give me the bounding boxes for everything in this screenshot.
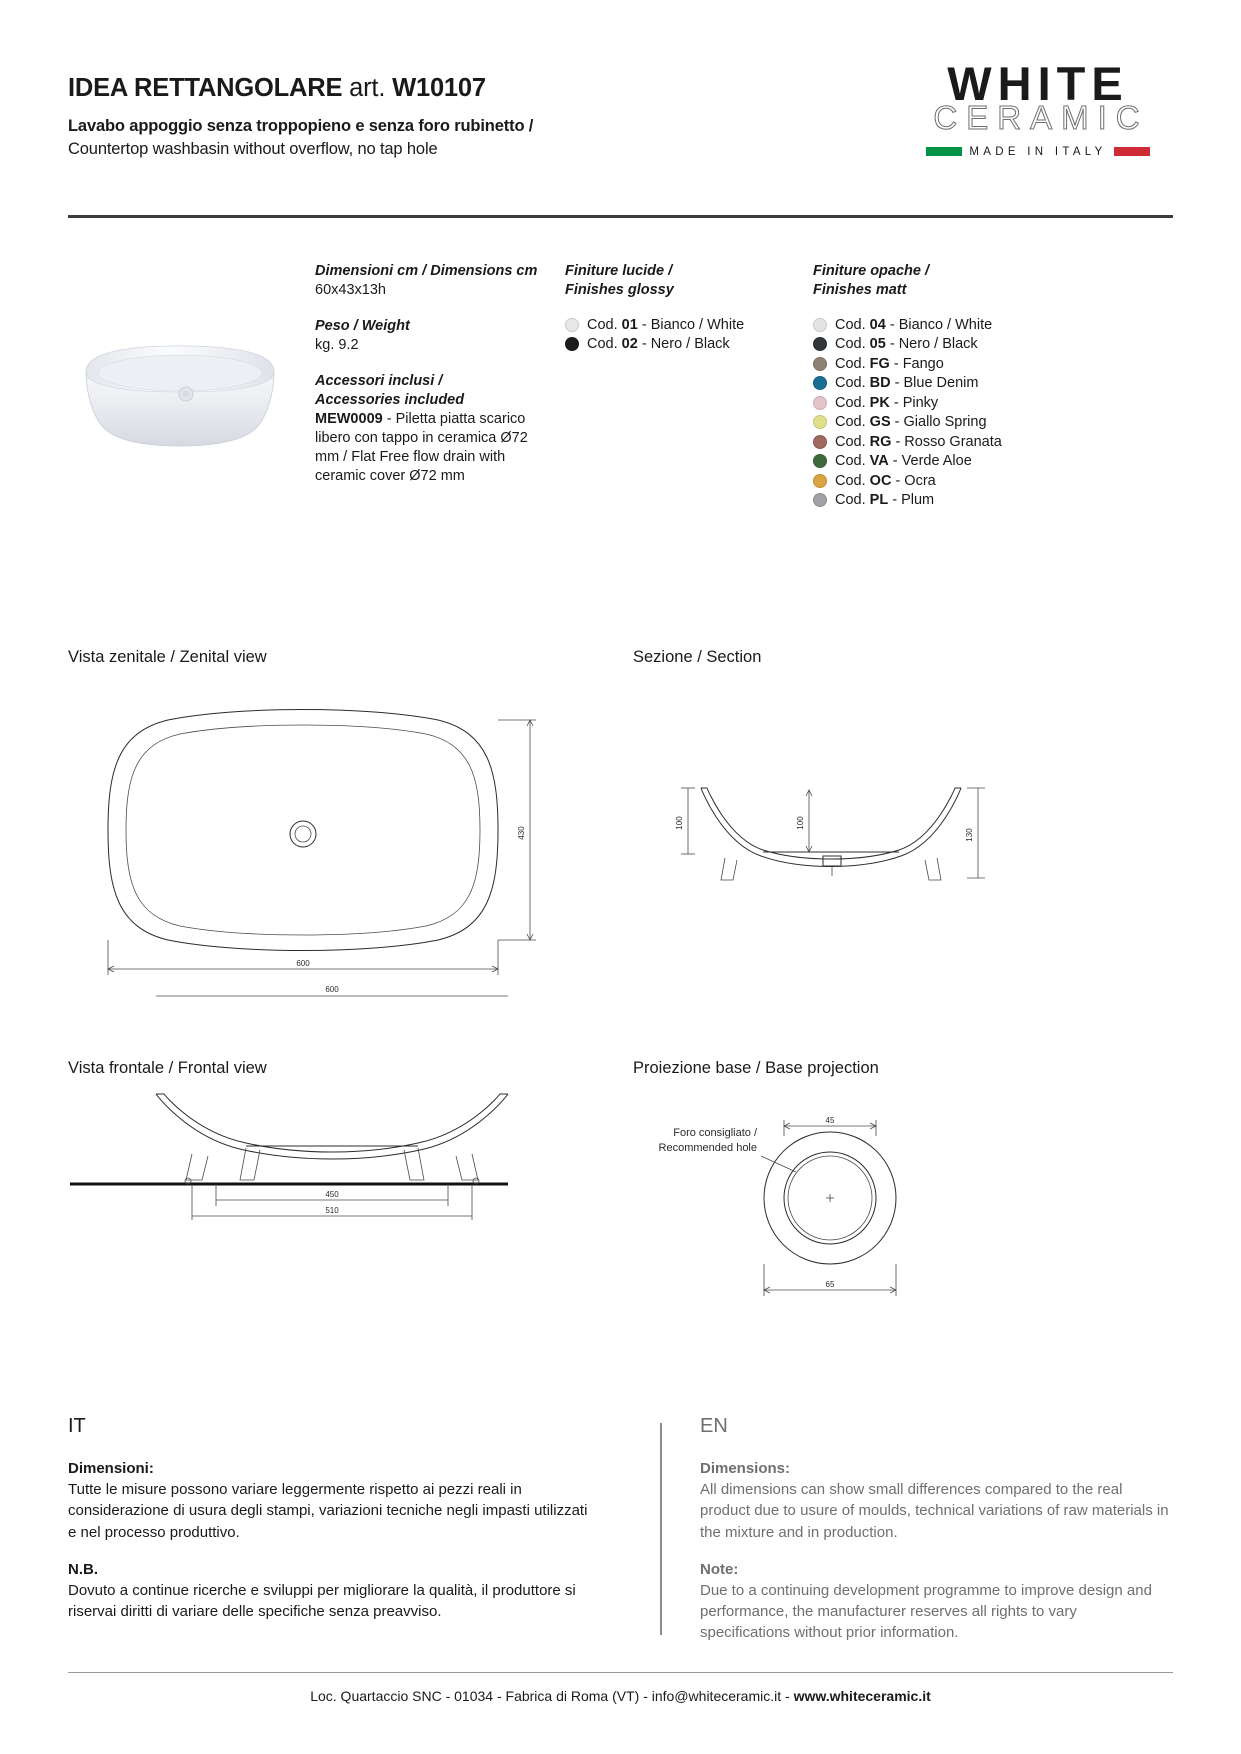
finish-matt-item: [813, 375, 1083, 391]
finish-glossy-item: [565, 336, 805, 352]
notes-en-text-1: All dimensions can show small differences compared to the real product due to usure of moulds, technical variations of raw materials in the mixture and in production.: [700, 1481, 1169, 1541]
finish-matt-label: Cod. FG - Fango: [835, 355, 944, 372]
finishes-glossy-heading-it: Finiture lucide /: [565, 263, 673, 279]
finish-glossy-swatch-01: [565, 318, 579, 332]
section-left-label: 100: [675, 816, 684, 830]
weight-value: kg. 9.2: [315, 336, 359, 353]
finish-matt-swatch-pl: [813, 493, 827, 507]
base-note-it: Foro consigliato /: [673, 1127, 757, 1139]
finish-matt-swatch-fg: [813, 357, 827, 371]
dimensions-column: [315, 262, 555, 486]
accessories-heading-it: Accessori inclusi /: [315, 372, 443, 389]
finish-glossy-swatch-02: [565, 337, 579, 351]
finish-matt-label: Cod. BD - Blue Denim: [835, 375, 979, 392]
dimensions-heading: Dimensioni cm / Dimensions cm: [315, 263, 538, 279]
finish-matt-swatch-05: [813, 337, 827, 351]
notes-italian: [68, 1415, 588, 1622]
page-title: [68, 74, 533, 103]
finish-matt-swatch-rg: [813, 435, 827, 449]
base-45-label: 45: [825, 1116, 835, 1125]
notes-section: [68, 1415, 1173, 1645]
finish-matt-item: [813, 317, 1083, 333]
finish-matt-swatch-04: [813, 318, 827, 332]
product-code: W10107: [392, 74, 486, 102]
finish-matt-label: Cod. 05 - Nero / Black: [835, 336, 978, 353]
notes-en-heading-2: Note:: [700, 1560, 739, 1578]
finish-matt-label: Cod. 04 - Bianco / White: [835, 316, 993, 333]
finish-glossy-item: [565, 317, 805, 333]
washbasin-photo-illustration: [68, 332, 308, 462]
notes-it-text-2: Dovuto a continue ricerche e sviluppi per migliorare la qualità, il produttore si riservai diritti di variare delle specifiche senza preavviso.: [68, 1581, 576, 1621]
dimensions-value: 60x43x13h: [315, 281, 386, 298]
finish-matt-item: [813, 336, 1083, 352]
finishes-matt-heading-en: Finishes matt: [813, 281, 907, 298]
finish-matt-label: Cod. VA - Verde Aloe: [835, 453, 972, 470]
finish-matt-item: [813, 453, 1083, 469]
section-right-label: 130: [965, 828, 974, 842]
notes-it-heading-2: N.B.: [68, 1560, 98, 1578]
notes-en-text-2: Due to a continuing development programme to improve design and performance, the manufacturer reserves all rights to vary specifications without prior information.: [700, 1581, 1152, 1642]
frontal-510-label: 510: [325, 1206, 339, 1215]
section-view-title: Sezione / Section: [633, 648, 762, 666]
subtitle-italian: Lavabo appoggio senza troppopieno e senza foro rubinetto /: [68, 117, 534, 135]
footer-divider: [68, 1672, 1173, 1673]
italian-flag-red-bar: [1114, 147, 1150, 156]
finish-matt-label: Cod. PK - Pinky: [835, 394, 939, 411]
art-label: art.: [349, 74, 386, 102]
logo-white-text: WHITE: [947, 57, 1129, 110]
finish-matt-item: [813, 434, 1083, 450]
finish-matt-label: Cod. RG - Rosso Granata: [835, 433, 1002, 450]
section-view-drawing: [633, 780, 1053, 980]
finish-matt-label: Cod. GS - Giallo Spring: [835, 414, 987, 431]
notes-english: [700, 1415, 1170, 1644]
title-block: [68, 74, 533, 159]
base-65-label: 65: [825, 1280, 835, 1289]
notes-lang-it: IT: [68, 1415, 86, 1437]
base-note-en: Recommended hole: [658, 1142, 757, 1154]
brand-logo: [903, 57, 1173, 158]
notes-lang-en: EN: [700, 1415, 728, 1437]
made-in-italy-badge: [903, 146, 1173, 158]
accessories-detail: [315, 410, 555, 487]
finish-matt-swatch-gs: [813, 415, 827, 429]
subtitle-english: Countertop washbasin without overflow, no tap hole: [68, 140, 438, 158]
finish-matt-item: [813, 356, 1083, 372]
product-name: IDEA RETTANGOLARE: [68, 74, 343, 102]
notes-it-heading-1: Dimensioni:: [68, 1460, 154, 1477]
page-footer: [68, 1688, 1173, 1704]
finish-matt-label: Cod. PL - Plum: [835, 492, 935, 509]
finishes-matt-column: [813, 262, 1083, 512]
finish-matt-label: Cod. OC - Ocra: [835, 472, 936, 489]
zenital-width-label: 600: [296, 959, 310, 968]
finishes-glossy-column: [565, 262, 805, 356]
page-header: [68, 57, 1173, 212]
finish-matt-item: [813, 395, 1083, 411]
product-photo: [68, 332, 308, 462]
finishes-glossy-heading-en: Finishes glossy: [565, 281, 674, 298]
footer-website[interactable]: www.whiteceramic.it: [793, 1688, 931, 1704]
frontal-view-title: Vista frontale / Frontal view: [68, 1059, 267, 1077]
finish-matt-swatch-bd: [813, 376, 827, 390]
frontal-450-label: 450: [325, 1190, 339, 1199]
italian-flag-green-bar: [926, 147, 962, 156]
finish-glossy-label: Cod. 01 - Bianco / White: [587, 316, 745, 333]
zenital-view-drawing: [68, 700, 588, 1000]
made-in-italy-text: MADE IN ITALY: [969, 145, 1107, 158]
section-center-label: 100: [796, 816, 805, 830]
accessory-code: MEW0009: [315, 410, 383, 427]
base-projection-title: Proiezione base / Base projection: [633, 1059, 879, 1077]
finish-matt-swatch-oc: [813, 474, 827, 488]
logo-ceramic-text: CERAMIC: [933, 98, 1149, 136]
finishes-matt-heading-it: Finiture opache /: [813, 263, 930, 279]
finish-matt-item: [813, 414, 1083, 430]
notes-divider: [660, 1423, 662, 1635]
frontal-top-label: 600: [325, 985, 339, 994]
finishes-matt-list: [813, 317, 1083, 509]
finish-glossy-label: Cod. 02 - Nero / Black: [587, 336, 730, 353]
weight-heading: Peso / Weight: [315, 317, 410, 334]
header-divider: [68, 215, 1173, 218]
notes-en-heading-1: Dimensions:: [700, 1460, 791, 1477]
zenital-height-label: 430: [517, 826, 526, 840]
accessory-description: - Piletta piatta scarico libero con tappo in ceramica Ø72 mm / Flat Free flow drain with ceramic cover Ø72 mm: [315, 410, 528, 484]
base-projection-drawing: [633, 1116, 1053, 1320]
finish-matt-item: [813, 473, 1083, 489]
zenital-view-title: Vista zenitale / Zenital view: [68, 648, 267, 666]
finish-matt-swatch-va: [813, 454, 827, 468]
footer-address: Loc. Quartaccio SNC - 01034 - Fabrica di Roma (VT) - info@whiteceramic.it -: [310, 1688, 790, 1704]
notes-it-text-1: Tutte le misure possono variare leggermente rispetto ai pezzi reali in considerazione di usura degli stampi, variazioni tecniche negli impasti utilizzati e nel processo produttivo.: [68, 1481, 588, 1541]
accessories-heading-en: Accessories included: [315, 391, 465, 408]
finish-matt-item: [813, 492, 1083, 508]
finish-matt-swatch-pk: [813, 396, 827, 410]
finishes-glossy-list: [565, 317, 805, 353]
